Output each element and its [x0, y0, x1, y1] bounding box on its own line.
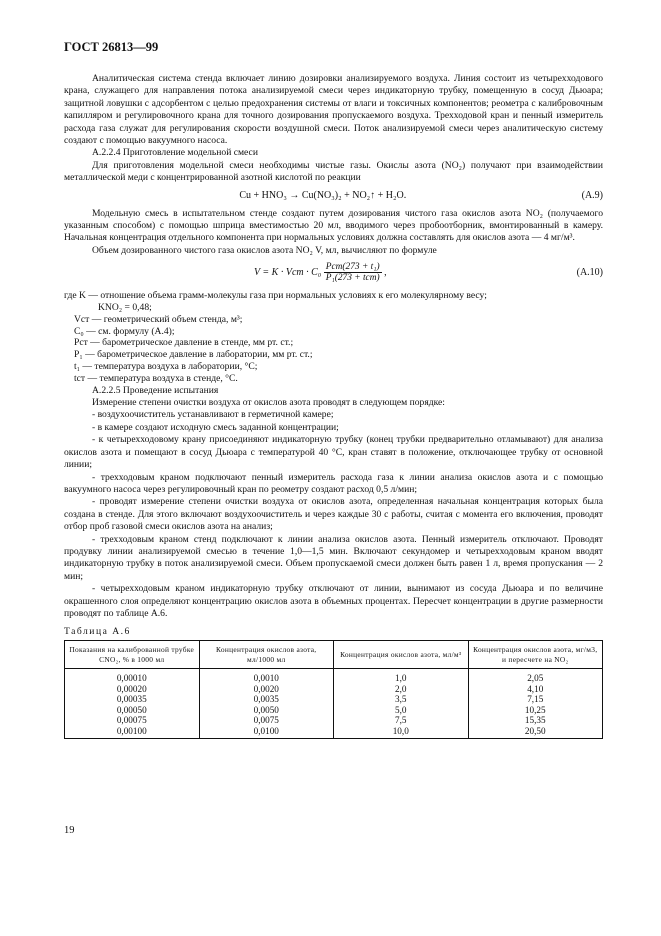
- table-header-row: [65, 641, 603, 669]
- definition-item: t₁ — температура воздуха в лаборатории, °С;: [74, 361, 258, 373]
- definition-item: Pст — барометрическое давление в стенде, мм рт. ст.;: [74, 337, 294, 349]
- table-cell: 0,0050: [199, 705, 334, 716]
- reaction-equation: [64, 190, 603, 201]
- procedure-step: - воздухоочиститель устанавливают в герметичной камере;: [92, 409, 334, 421]
- table-cell: 0,0075: [199, 715, 334, 726]
- table-cell: 0,0035: [199, 694, 334, 705]
- table-cell: 2,0: [334, 684, 469, 695]
- table-row: [65, 715, 603, 726]
- table-cell: 10,0: [334, 726, 469, 739]
- page-number: 19: [64, 825, 75, 836]
- definition-item: KNO₂ = 0,48;: [98, 302, 152, 314]
- table-cell: 0,00020: [65, 684, 200, 695]
- volume-formula: [64, 262, 603, 283]
- formula-left: V = K · Vст · C₀: [254, 267, 322, 279]
- reaction-formula: Cu + HNO₃ → Cu(NO₃)₂ + NO₂↑ + H₂O.: [239, 189, 407, 201]
- table-cell: 0,00035: [65, 694, 200, 705]
- table-cell: 0,00010: [65, 669, 200, 684]
- table-cell: 0,00075: [65, 715, 200, 726]
- table-row: [65, 694, 603, 705]
- table-cell: 0,00050: [65, 705, 200, 716]
- document-header: ГОСТ 26813—99: [64, 40, 159, 54]
- section-4-paragraph-2: Модельную смесь в испытательном стенде создают путем дозирования чистого газа окислов азота NO₂ (получаемого указанным способом) с помощью шприца вместимостью 20 мл, вводимого через пробоотборник, вмонтированный в камеру. Начальная концентрация отдельного компонента при нормальных условиях должна составлять для окислов азота — 4 мг/м³.: [64, 207, 603, 244]
- table-cell: 4,10: [468, 684, 603, 695]
- table-header-cell: Концентрация окислов азота, мг/м3, и пересчете на NO₂: [468, 641, 603, 669]
- table-row: [65, 684, 603, 695]
- table-cell: 1,0: [334, 669, 469, 684]
- table-row: [65, 705, 603, 716]
- document-page: [64, 40, 603, 739]
- definitions-list: [64, 290, 603, 384]
- definition-item: P₁ — барометрическое давление в лаборатории, мм рт. ст.;: [74, 349, 313, 361]
- table-cell: 5,0: [334, 705, 469, 716]
- table-row: [65, 669, 603, 684]
- table-cell: 15,35: [468, 715, 603, 726]
- formula-numerator: Pст(273 + t₁): [325, 262, 380, 273]
- formula-denominator: P₁(273 + tст): [325, 273, 380, 284]
- table-cell: 10,25: [468, 705, 603, 716]
- procedure-step: - в камере создают исходную смесь заданной концентрации;: [92, 421, 339, 433]
- procedure-step: - трехходовым краном подключают пенный измеритель расхода газа к линии анализа окислов азота и с помощью вакуумного насоса через регулировочный кран по реометру создают расход 0,5 л/мин;: [64, 471, 603, 495]
- procedure-step: - к четырехходовому крану присоединяют индикаторную трубку (конец трубки предварительно отламывают) для анализа окислов азота и помещают в сосуд Дьюара с температурой 40 °С, кран ставят в положение, отключающее трубку от основной линии;: [64, 434, 603, 471]
- table-header-cell: Показания на калиброванной трубке CNO₂, % в 1000 мл: [65, 641, 200, 669]
- formula-number: (А.10): [576, 267, 603, 279]
- definition-item: C₀ — см. формулу (А.4);: [74, 325, 175, 337]
- section-4-paragraph-3: Объем дозированного чистого газа окислов азота NO₂ V, мл, вычисляют по формуле: [92, 244, 437, 256]
- formula-fraction: [324, 262, 382, 283]
- procedure-step: - трехходовым краном стенд подключают к линии анализа окислов азота. Пенный измеритель отключают. Проводят продувку линии анализируемой смесью в течение 1,0—1,5 мин. Включают секундомер и четырехходовым краном вводят индикаторную трубку в поток анализируемой смеси. Объем пропускаемой смеси должен быть равен 1 л, время пропускания — 2 мин;: [64, 533, 603, 582]
- table-cell: 7,15: [468, 694, 603, 705]
- definition-item: Vст — геометрический объем стенда, м³;: [74, 313, 243, 325]
- section-4-paragraph-1: Для приготовления модельной смеси необходимы чистые газы. Окислы азота (NO₂) получают при взаимодействии металлической меди с концентрированной азотной кислотой по реакции: [64, 159, 603, 184]
- table-cell: 0,0020: [199, 684, 334, 695]
- procedure-step: - четырехходовым краном индикаторную трубку отключают от линии, вынимают из сосуда Дьюара и по величине окрашенного слоя определяют концентрацию окислов азота в объемных процентах. Пересчет концентрации в другие размерности проводят по таблице А.6.: [64, 583, 603, 619]
- table-header-cell: Концентрация окислов азота, мл/м³: [334, 641, 469, 669]
- definition-item: где K — отношение объема грамм-молекулы газа при нормальных условиях к его молекулярному весу;: [64, 290, 487, 302]
- table-cell: 0,00100: [65, 726, 200, 739]
- section-heading-5: А.2.2.5 Проведение испытания: [92, 384, 219, 396]
- section-heading-4: А.2.2.4 Приготовление модельной смеси: [92, 147, 258, 159]
- table-cell: 0,0010: [199, 669, 334, 684]
- intro-paragraph: Аналитическая система стенда включает линию дозировки анализируемого воздуха. Линия состоит из четырехходового крана, служащего для направления потока анализируемой смеси через индикаторную трубку, помещенную в сосуд Дьюара; защитной ловушки с адсорбентом с целью предохранения системы от влаги и токсичных компонентов; реометра с калибровочным капилляром и регулировочного крана для точного дозирования пропускаемого воздуха. Трехходовой кран и пенный измеритель расхода газа служат для регулирования скорости воздушной смеси. Поток анализируемой смеси через аналитическую систему создают с помощью вакуумного насоса.: [64, 73, 603, 147]
- table-row: [65, 726, 603, 739]
- section-5-intro: Измерение степени очистки воздуха от окислов азота проводят в следующем порядке:: [92, 397, 445, 409]
- table-header-cell: Концентрация окислов азота, мл/1000 мл: [199, 641, 334, 669]
- reaction-number: (А.9): [581, 189, 603, 201]
- table-cell: 7,5: [334, 715, 469, 726]
- formula-tail: ,: [384, 267, 387, 279]
- conversion-table: [64, 640, 603, 739]
- definition-item: tст — температура воздуха в стенде, °С.: [74, 372, 238, 384]
- table-caption: Таблица А.6: [64, 626, 131, 638]
- procedure-step: - проводят измерение степени очистки воздуха от окислов азота, определенная начальная концентрация которых была создана в стенде. Для этого включают воздухоочиститель и через каждые 30 с работы, считая с момента его включения, проводят отбор проб газовой смеси окислов азота на анализ;: [64, 496, 603, 533]
- table-cell: 20,50: [468, 726, 603, 739]
- table-cell: 3,5: [334, 694, 469, 705]
- table-cell: 0,0100: [199, 726, 334, 739]
- table-cell: 2,05: [468, 669, 603, 684]
